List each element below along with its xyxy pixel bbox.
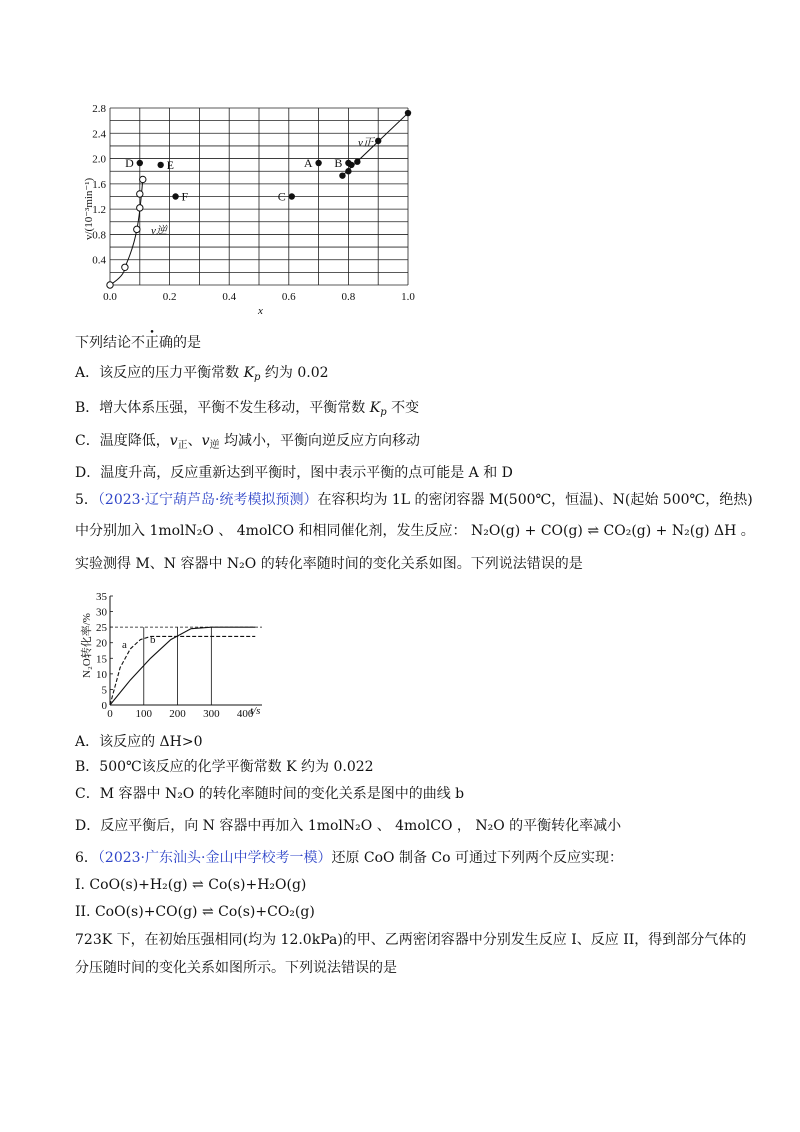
vni-point [140,176,146,182]
x-tick-label: 0.6 [281,291,296,303]
y-tick-label: 0.8 [92,229,106,242]
point-label-e: E [166,157,175,172]
chart-frame [110,596,262,705]
vni-point [122,264,128,270]
x-tick-label: 100 [135,708,153,720]
q4-stem-post: 的是 [173,335,201,351]
vzheng-point [375,138,381,144]
chart-curves [110,627,255,705]
y-tick-label: 15 [96,653,107,666]
q4-option-d[interactable]: D．温度升高，反应重新达到平衡时，图中表示平衡的点可能是 A 和 D [75,465,513,481]
curve-b-label: b [150,634,156,646]
vzheng-point [354,159,360,165]
x-tick-label: 0.2 [162,291,177,303]
x-tick-label: 0.4 [222,291,237,303]
vni-point [107,282,113,288]
chart-ticks [96,591,254,720]
q4-stem-emph: 不正确 [131,335,173,351]
y-tick-label: 1.2 [92,204,106,217]
curve-b [110,627,255,705]
point-d [137,160,143,166]
vni-point [137,205,143,211]
q5-option-d[interactable]: D．反应平衡后，向 N 容器中再加入 1molN₂O 、 4molCO ， N₂O 的平衡转化率减小 [75,818,622,834]
q5-option-b[interactable]: B．500℃该反应的化学平衡常数 K 约为 0.022 [75,759,374,775]
chart-grid [110,108,408,285]
point-label-a: A [303,155,313,170]
x-tick-label: 1.0 [401,291,415,303]
x-tick-label: 0 [107,708,113,720]
q6-line3: 分压随时间的变化关系如图所示。下列说法错误的是 [75,960,397,976]
y-tick-label: 5 [101,684,107,697]
curve-a [110,636,255,705]
y-tick-label: 20 [96,637,107,650]
x-tick-label: 200 [169,708,186,720]
vni-point [134,226,140,232]
point-label-f: F [181,189,189,204]
q5-line2: 中分别加入 1molN₂O 、 4molCO 和相同催化剂，发生反应： N₂O(g) + CO(g) ⇌ CO₂(g) + N₂(g) ΔH 。 [75,523,755,539]
q6-line1: 6．（2023·广东汕头·金山中学校考一模）还原 CoO 制备 Co 可通过下列两个反应实现： [75,850,624,866]
y-tick-label: 10 [96,668,107,681]
q4-stem [75,333,201,353]
q5-source-link[interactable]: （2023·辽宁葫芦岛·统考模拟预测） [97,492,318,508]
velocity-chart [80,100,420,320]
y-tick-label: 35 [96,591,107,603]
vzheng-point [345,168,351,174]
point-c [289,193,295,199]
y-axis-label: N₂O转化率/% [81,613,93,678]
y-tick-label: 2.4 [92,128,106,141]
q4-option-a[interactable]: A．该反应的压力平衡常数 $K_p$ 约为 0.02 [75,365,329,383]
y-tick-label: 25 [96,622,107,635]
vzheng-label: v正 [358,137,374,149]
vni-point [137,191,143,197]
y-axis-label: v/(10⁻³min⁻¹) [83,177,95,240]
point-label-b: B [334,155,343,170]
vzheng-point [339,172,345,178]
point-e [157,162,163,168]
y-tick-label: 2.0 [92,153,106,166]
point-label-d: D [125,155,134,170]
q6-reaction-2: II. CoO(s)+CO(g) ⇌ Co(s)+CO₂(g) [75,904,315,920]
x-tick-label: 0.8 [341,291,356,303]
q6-source-link[interactable]: （2023·广东汕头·金山中学校考一模） [97,850,332,866]
q5-line3: 实验测得 M、N 容器中 N₂O 的转化率随时间的变化关系如图。下列说法错误的是 [75,556,583,572]
curve-a-label: a [122,639,127,651]
point-label-c: C [277,189,286,204]
point-b [345,160,351,166]
y-tick-label: 1.6 [92,178,106,191]
q4-option-c[interactable]: C．温度降低，$v_正$、$v_逆$ 均减小，平衡向逆反应方向移动 [75,433,421,451]
vzheng-point [405,110,411,116]
y-tick-label: 0.4 [92,254,106,267]
conversion-chart [80,588,270,723]
q6-line2: 723K 下，在初始压强相同(均为 12.0kPa)的甲、乙两密闭容器中分别发生反应 I、反应 II，得到部分气体的 [75,932,747,948]
q5-line1: 5．（2023·辽宁葫芦岛·统考模拟预测）在容积均为 1L 的密闭容器 M(500℃，恒温)、N(起始 500℃，绝热) [75,492,753,508]
x-tick-label: 400 [236,708,254,720]
q5-option-c[interactable]: C．M 容器中 N₂O 的转化率随时间的变化关系是图中的曲线 b [75,786,465,802]
y-tick-label: 30 [96,606,107,619]
x-tick-label: 300 [203,708,220,720]
x-axis-label: x [258,305,263,317]
x-axis-label: t/s [250,705,261,717]
q5-option-a[interactable]: A．该反应的 ΔH>0 [75,734,203,750]
q4-stem-pre: 下列结论 [75,335,131,351]
point-f [172,193,178,199]
x-tick-label: 0.0 [103,291,117,303]
point-a [315,160,321,166]
vni-label: v逆 [151,225,167,237]
y-tick-label: 2.8 [92,103,106,115]
q6-reaction-1: I. CoO(s)+H₂(g) ⇌ Co(s)+H₂O(g) [75,877,307,893]
q4-option-b[interactable]: B．增大体系压强，平衡不发生移动，平衡常数 $K_p$ 不变 [75,400,420,418]
y-tick-label: 0 [101,700,107,712]
